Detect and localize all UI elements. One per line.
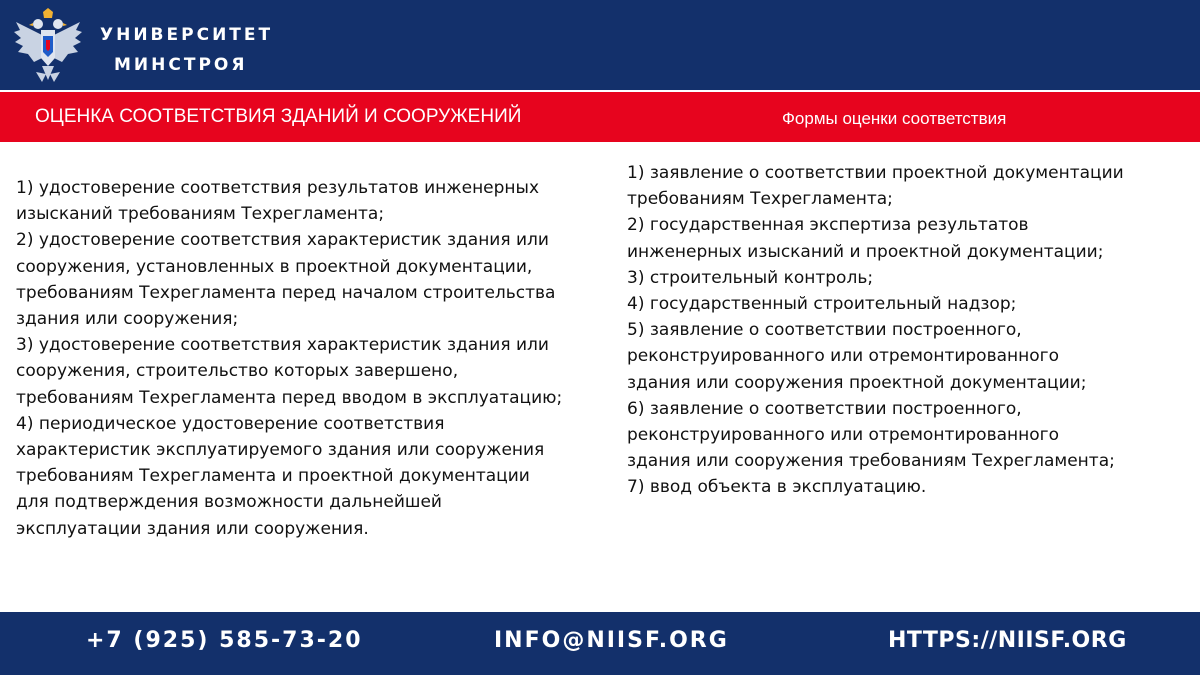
page-title: ОЦЕНКА СООТВЕТСТВИЯ ЗДАНИЙ И СООРУЖЕНИЙ: [35, 106, 522, 127]
left-list: [16, 175, 606, 542]
list-item: 1) заявление о соответствии проектной документации требованиям Техрегламента;: [627, 163, 1124, 210]
right-list: [627, 160, 1187, 501]
list-item: 3) удостоверение соответствия характеристик здания или сооружения, строительство которых завершено, требованиям Техрегламента перед вводом в эксплуатацию;: [16, 335, 563, 408]
brand-line-1: УНИВЕРСИТЕТ: [100, 25, 274, 45]
header-bar: [0, 0, 1200, 90]
website-link[interactable]: HTTPS://NIISF.ORG: [888, 628, 1127, 653]
university-brand: [100, 20, 273, 80]
list-item: 3) строительный контроль;: [627, 267, 874, 288]
email-address: INFO@NIISF.ORG: [494, 628, 729, 653]
list-item: 7) ввод объекта в эксплуатацию.: [627, 477, 927, 498]
list-item: 4) государственный строительный надзор;: [627, 294, 1017, 315]
list-item: 2) государственная экспертиза результатов инженерных изысканий и проектной документации;: [627, 215, 1104, 262]
list-item: 2) удостоверение соответствия характеристик здания или сооружения, установленных в проектной документации, требованиям Техрегламента перед началом строительства здания или сооружения;: [16, 230, 556, 330]
list-item: 6) заявление о соответствии построенного, реконструированного или отремонтированного здания или сооружения требованиям Техрегламента;: [627, 398, 1115, 472]
brand-line-2: МИНСТРОЯ: [114, 55, 248, 75]
list-item: 1) удостоверение соответствия результатов инженерных изысканий требованиям Техрегламента;: [16, 178, 540, 225]
phone-number: +7 (925) 585-73-20: [86, 628, 363, 653]
list-item: 5) заявление о соответствии построенного, реконструированного или отремонтированного здания или сооружения проектной документации;: [627, 320, 1087, 393]
page-subtitle: Формы оценки соответствия: [782, 109, 1007, 128]
list-item: 4) периодическое удостоверение соответствия характеристик эксплуатируемого здания или сооружения требованиям Техрегламента и проектной документации для подтверждения возможности дальнейшей эксплуатации здания или сооружения.: [16, 413, 545, 539]
double-headed-eagle-emblem-icon: [8, 8, 88, 86]
